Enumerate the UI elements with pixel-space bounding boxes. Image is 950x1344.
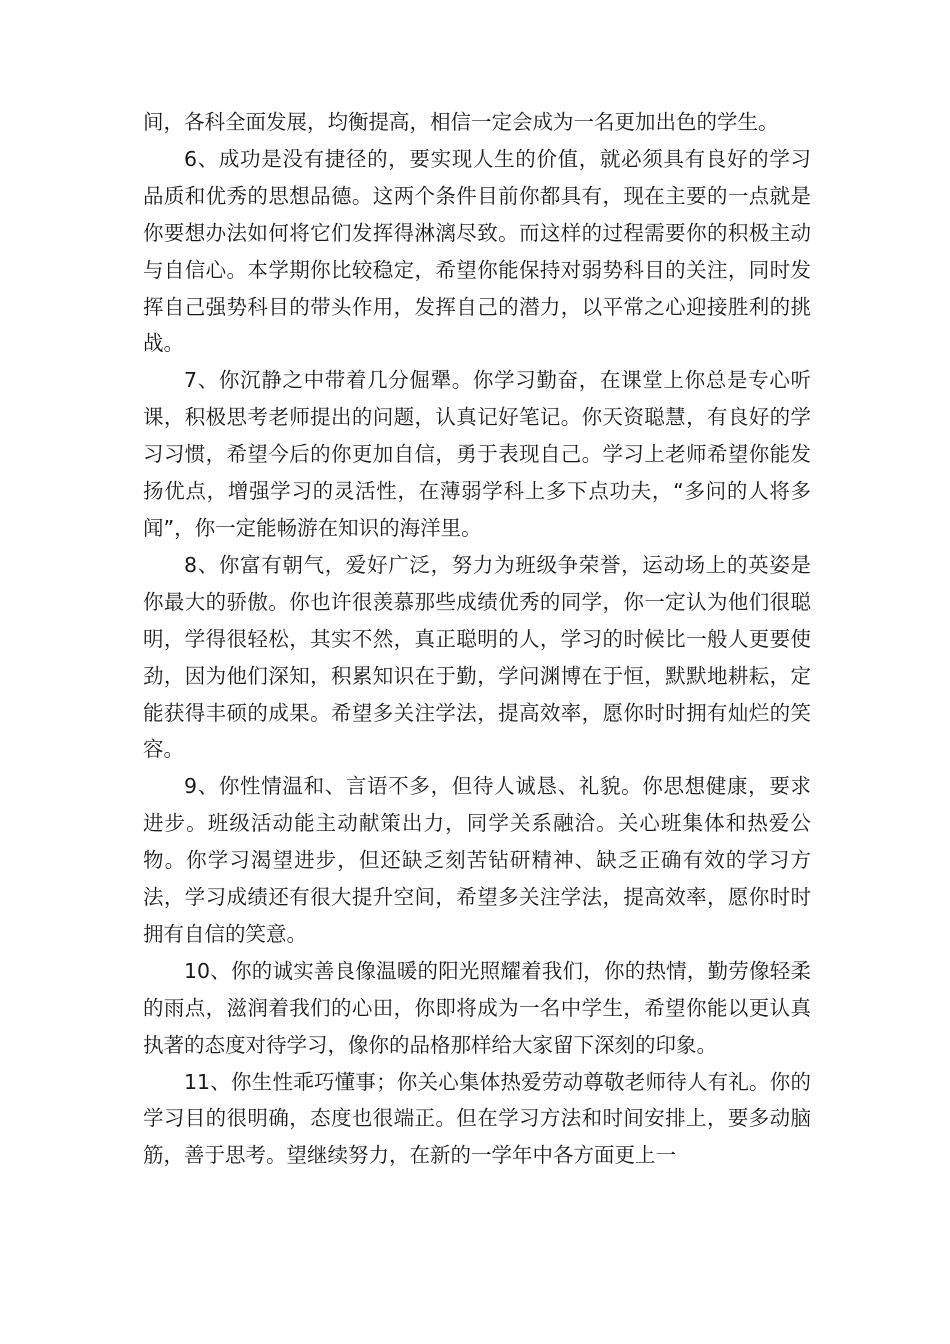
paragraph-continuation: 间，各科全面发展，均衡提高，相信一定会成为一名更加出色的学生。 [143, 110, 779, 134]
paragraph-comment-6: 6、成功是没有捷径的，要实现人生的价值，就必须具有良好的学习品质和优秀的思想品德。这两个条件目前你都具有，现在主要的一点就是你要想办法如何将它们发挥得淋漓尽致。而这样的过程需要你的积极主动与自信心。本学期你比较稳定，希望你能保持对弱势科目的关注，同时发挥自己强势科目的带头作用，发挥自己的潜力，以平常之心迎接胜利的挑战。 [143, 146, 811, 356]
paragraph-comment-11: 11、你生性乖巧懂事；你关心集体热爱劳动尊敬老师待人有礼。你的学习目的很明确，态度也很端正。但在学习方法和时间安排上，要多动脑筋，善于思考。望继续努力，在新的一学年中各方面更上一 [143, 1069, 811, 1168]
paragraph-comment-10: 10、你的诚实善良像温暖的阳光照耀着我们，你的热情，勤劳像轻柔的雨点，滋润着我们的心田，你即将成为一名中学生，希望你能以更认真执著的态度对待学习，像你的品格那样给大家留下深刻的印象。 [143, 958, 811, 1057]
paragraph-comment-8: 8、你富有朝气，爱好广泛，努力为班级争荣誉，运动场上的英姿是你最大的骄傲。你也许很羡慕那些成绩优秀的同学，你一定认为他们很聪明，学得很轻松，其实不然，真正聪明的人，学习的时候比一般人更要使劲，因为他们深知，积累知识在于勤，学问渊博在于恒，默默地耕耘，定能获得丰硕的成果。希望多关注学法，提高效率，愿你时时拥有灿烂的笑容。 [143, 552, 811, 762]
document-body [143, 104, 811, 1174]
paragraph-comment-9: 9、你性情温和、言语不多，但待人诚恳、礼貌。你思想健康，要求进步。班级活动能主动献策出力，同学关系融洽。关心班集体和热爱公物。你学习渴望进步，但还缺乏刻苦钻研精神、缺乏正确有效的学习方法，学习成绩还有很大提升空间，希望多关注学法，提高效率，愿你时时拥有自信的笑意。 [143, 774, 811, 946]
paragraph-comment-7: 7、你沉静之中带着几分倔犟。你学习勤奋，在课堂上你总是专心听课，积极思考老师提出的问题，认真记好笔记。你天资聪慧，有良好的学习习惯，希望今后的你更加自信，勇于表现自己。学习上老师希望你能发扬优点，增强学习的灵活性，在薄弱学科上多下点功夫，“多问的人将多闻”，你一定能畅游在知识的海洋里。 [143, 368, 811, 540]
